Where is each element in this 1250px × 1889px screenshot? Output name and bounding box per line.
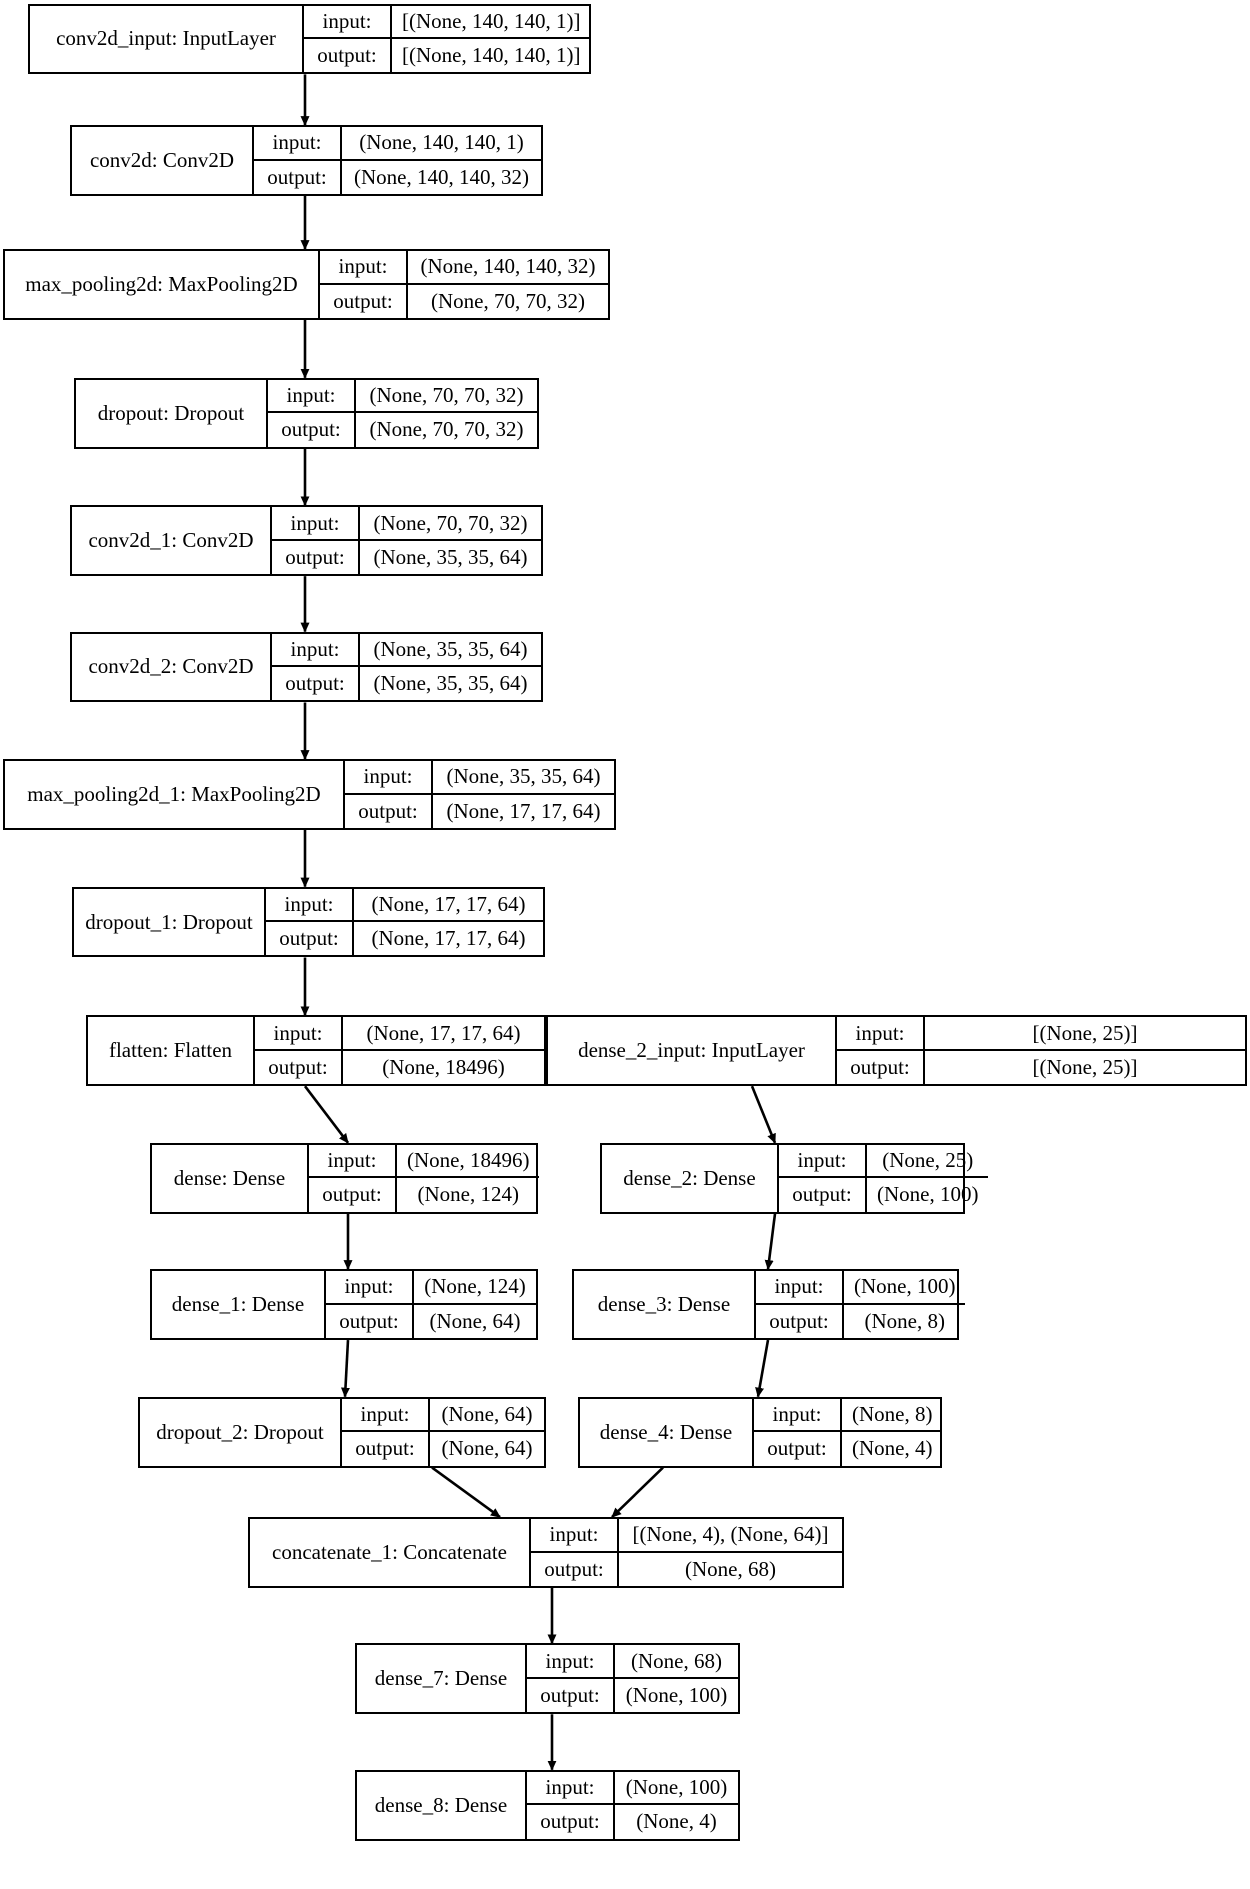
- layer-output-row-conv2d: [254, 161, 541, 194]
- layer-name-dense_2_input: dense_2_input: InputLayer: [578, 1038, 805, 1063]
- layer-output-row-flatten: [255, 1051, 544, 1084]
- output-shape-dense_2: (None, 100): [877, 1182, 979, 1207]
- input-shape-dense_2_input: [(None, 25)]: [1032, 1020, 1138, 1045]
- output-label: output:: [756, 1305, 844, 1338]
- output-shape-dense: (None, 124): [417, 1182, 519, 1207]
- output-label: output:: [272, 541, 360, 574]
- layer-input-row-dense_2_input: [837, 1017, 1245, 1050]
- input-label: input:: [754, 1399, 842, 1430]
- layer-output-row-dense_7: [527, 1679, 738, 1712]
- layer-name-max_pooling2d: max_pooling2d: MaxPooling2D: [25, 271, 298, 296]
- layer-input-row-dense_3: [756, 1271, 965, 1304]
- layer-name-dropout_1: dropout_1: Dropout: [85, 909, 253, 934]
- layer-io-table-dropout_2: [340, 1399, 544, 1466]
- layer-input-row-dense: [309, 1145, 539, 1178]
- output-label: output:: [531, 1553, 619, 1586]
- layer-input-row-dense_2: [779, 1145, 988, 1178]
- layer-node-dropout: [74, 378, 539, 449]
- layer-node-dense_3: [572, 1269, 959, 1340]
- layer-name-conv2d_2: conv2d_2: Conv2D: [88, 654, 254, 679]
- input-shape-conv2d_1: (None, 70, 70, 32): [373, 510, 528, 535]
- layer-io-table-dense_4: [752, 1399, 942, 1466]
- edge-dense_1-to-dropout_2: [345, 1340, 348, 1397]
- layer-output-row-dense_8: [527, 1805, 738, 1838]
- layer-name-conv2d_1: conv2d_1: Conv2D: [88, 528, 254, 553]
- input-shape-flatten: (None, 17, 17, 64): [366, 1020, 521, 1045]
- layer-node-dense_2: [600, 1143, 979, 1214]
- layer-node-conv2d_2: [70, 632, 543, 703]
- output-label: output:: [266, 922, 354, 955]
- layer-io-table-dense_1: [324, 1271, 536, 1338]
- layer-output-row-dropout: [268, 413, 537, 446]
- output-label: output:: [754, 1432, 842, 1465]
- layer-name-dense_1: dense_1: Dense: [171, 1292, 305, 1317]
- input-shape-dense_3: (None, 100): [854, 1274, 956, 1299]
- layer-name-dense_3: dense_3: Dense: [597, 1292, 731, 1317]
- input-label: input:: [756, 1271, 844, 1302]
- input-shape-dense_7: (None, 68): [631, 1648, 722, 1673]
- output-label: output:: [779, 1178, 867, 1211]
- input-shape-dense_4: (None, 8): [852, 1401, 933, 1426]
- input-shape-concatenate_1: [(None, 4), (None, 64)]: [632, 1522, 829, 1547]
- input-shape-dense: (None, 18496): [407, 1148, 530, 1173]
- layer-input-row-flatten: [255, 1017, 544, 1050]
- layer-name-dropout: dropout: Dropout: [97, 400, 245, 425]
- layer-name-max_pooling2d_1: max_pooling2d_1: MaxPooling2D: [27, 782, 321, 806]
- layer-output-row-dense_2: [779, 1178, 988, 1211]
- output-shape-flatten: (None, 18496): [382, 1054, 505, 1079]
- layer-input-row-conv2d_input: [304, 6, 590, 39]
- layer-io-table-conv2d: [252, 127, 541, 194]
- layer-output-row-dense_2_input: [837, 1051, 1245, 1084]
- edge-dense_2_input-to-dense_2: [752, 1086, 775, 1143]
- layer-output-row-dense_4: [754, 1432, 942, 1465]
- input-label: input:: [527, 1772, 615, 1803]
- output-shape-conv2d_input: [(None, 140, 140, 1)]: [402, 43, 581, 68]
- layer-node-conv2d_input: [28, 4, 591, 75]
- input-label: input:: [309, 1145, 397, 1176]
- layer-io-table-max_pooling2d_1: [343, 761, 614, 828]
- layer-output-row-conv2d_2: [272, 667, 541, 700]
- layer-name-concatenate_1: concatenate_1: Concatenate: [272, 1539, 507, 1564]
- output-shape-dense_4: (None, 4): [852, 1436, 933, 1461]
- output-label: output:: [309, 1178, 397, 1211]
- input-shape-dropout_1: (None, 17, 17, 64): [371, 891, 526, 916]
- layer-output-row-conv2d_1: [272, 541, 541, 574]
- output-label: output:: [326, 1305, 414, 1338]
- input-label: input:: [837, 1017, 925, 1048]
- output-shape-conv2d_2: (None, 35, 35, 64): [373, 671, 528, 696]
- input-label: input:: [254, 127, 342, 158]
- input-label: input:: [266, 889, 354, 920]
- input-label: input:: [326, 1271, 414, 1302]
- layer-input-row-max_pooling2d: [320, 251, 608, 284]
- layer-io-table-dropout: [266, 380, 537, 447]
- layer-node-dropout_1: [72, 887, 545, 958]
- layer-node-dropout_2: [138, 1397, 546, 1468]
- input-shape-dense_1: (None, 124): [424, 1274, 526, 1299]
- layer-io-table-conv2d_2: [270, 634, 541, 701]
- layer-input-row-concatenate_1: [531, 1519, 842, 1552]
- output-shape-dropout: (None, 70, 70, 32): [369, 417, 524, 442]
- layer-name-dense: dense: Dense: [173, 1165, 286, 1190]
- edge-dense_2-to-dense_3: [768, 1214, 775, 1269]
- layer-io-table-dropout_1: [264, 889, 543, 956]
- input-label: input:: [255, 1017, 343, 1048]
- layer-input-row-dense_8: [527, 1772, 738, 1805]
- layer-output-row-max_pooling2d_1: [345, 795, 614, 828]
- output-shape-dense_3: (None, 8): [864, 1308, 945, 1333]
- output-label: output:: [254, 161, 342, 194]
- layer-input-row-dropout_2: [342, 1399, 544, 1432]
- layer-input-row-conv2d_2: [272, 634, 541, 667]
- layer-input-row-dense_7: [527, 1645, 738, 1678]
- layer-output-row-dense_3: [756, 1305, 965, 1338]
- input-label: input:: [304, 6, 392, 37]
- layer-node-dense_4: [578, 1397, 942, 1468]
- layer-output-row-max_pooling2d: [320, 285, 608, 318]
- output-shape-conv2d: (None, 140, 140, 32): [354, 164, 529, 189]
- edge-dropout_2-to-concatenate_1: [432, 1468, 500, 1518]
- output-label: output:: [342, 1432, 430, 1465]
- output-shape-dense_7: (None, 100): [625, 1683, 728, 1708]
- layer-name-dense_2: dense_2: Dense: [623, 1165, 756, 1190]
- input-label: input:: [320, 251, 408, 282]
- layer-output-row-dropout_1: [266, 922, 543, 955]
- layer-io-table-max_pooling2d: [318, 251, 608, 318]
- input-shape-dropout_2: (None, 64): [441, 1401, 533, 1426]
- output-shape-dense_1: (None, 64): [429, 1308, 521, 1333]
- output-label: output:: [272, 667, 360, 700]
- layer-name-dense_8: dense_8: Dense: [374, 1792, 508, 1817]
- input-label: input:: [527, 1645, 615, 1676]
- input-label: input:: [272, 507, 360, 538]
- input-label: input:: [342, 1399, 430, 1430]
- layer-io-table-dense_2: [777, 1145, 988, 1212]
- input-shape-dense_8: (None, 100): [625, 1774, 728, 1799]
- output-label: output:: [304, 39, 392, 72]
- layer-input-row-conv2d_1: [272, 507, 541, 540]
- output-label: output:: [268, 413, 356, 446]
- input-shape-conv2d_input: [(None, 140, 140, 1)]: [402, 8, 581, 33]
- layer-io-table-dense_3: [754, 1271, 965, 1338]
- edge-dense_3-to-dense_4: [758, 1340, 768, 1397]
- output-label: output:: [255, 1051, 343, 1084]
- output-label: output:: [320, 285, 408, 318]
- output-label: output:: [527, 1679, 615, 1712]
- input-shape-dense_2: (None, 25): [882, 1148, 974, 1173]
- layer-output-row-dense: [309, 1178, 539, 1211]
- layer-node-conv2d: [70, 125, 543, 196]
- layer-input-row-dense_1: [326, 1271, 536, 1304]
- layer-node-dense_2_input: [546, 1015, 1247, 1086]
- layer-input-row-conv2d: [254, 127, 541, 160]
- output-label: output:: [527, 1805, 615, 1838]
- output-label: output:: [837, 1051, 925, 1084]
- input-label: input:: [268, 380, 356, 411]
- layer-name-dense_7: dense_7: Dense: [374, 1666, 508, 1691]
- edge-dense_4-to-concatenate_1: [612, 1468, 663, 1518]
- layer-node-flatten: [86, 1015, 546, 1086]
- layer-name-flatten: flatten: Flatten: [108, 1038, 233, 1063]
- layer-input-row-dropout_1: [266, 889, 543, 922]
- input-shape-dropout: (None, 70, 70, 32): [369, 383, 524, 407]
- layer-name-conv2d: conv2d: Conv2D: [89, 148, 235, 172]
- layer-output-row-concatenate_1: [531, 1553, 842, 1586]
- layer-input-row-dense_4: [754, 1399, 942, 1432]
- input-label: input:: [345, 761, 433, 792]
- layer-output-row-dense_1: [326, 1305, 536, 1338]
- layer-name-dropout_2: dropout_2: Dropout: [156, 1419, 324, 1444]
- output-shape-max_pooling2d_1: (None, 17, 17, 64): [446, 798, 601, 823]
- layer-io-table-flatten: [253, 1017, 544, 1084]
- input-shape-conv2d_2: (None, 35, 35, 64): [373, 636, 528, 661]
- layer-node-conv2d_1: [70, 505, 543, 576]
- layer-io-table-conv2d_input: [302, 6, 590, 73]
- input-label: input:: [272, 634, 360, 665]
- input-shape-conv2d: (None, 140, 140, 1): [359, 130, 524, 155]
- output-shape-conv2d_1: (None, 35, 35, 64): [373, 544, 528, 569]
- layer-name-conv2d_input: conv2d_input: InputLayer: [56, 26, 276, 51]
- input-label: input:: [779, 1145, 867, 1176]
- layer-node-dense: [150, 1143, 538, 1214]
- output-shape-dropout_2: (None, 64): [441, 1436, 533, 1461]
- input-shape-max_pooling2d_1: (None, 35, 35, 64): [446, 764, 601, 789]
- output-label: output:: [345, 795, 433, 828]
- layer-output-row-dropout_2: [342, 1432, 544, 1465]
- layer-name-dense_4: dense_4: Dense: [599, 1419, 733, 1444]
- output-shape-dense_8: (None, 4): [636, 1809, 717, 1834]
- layer-io-table-dense: [307, 1145, 539, 1212]
- layer-node-dense_8: [355, 1770, 740, 1841]
- layer-output-row-conv2d_input: [304, 39, 590, 72]
- layer-input-row-max_pooling2d_1: [345, 761, 614, 794]
- layer-node-dense_7: [355, 1643, 740, 1714]
- layer-node-max_pooling2d_1: [3, 759, 616, 830]
- output-shape-concatenate_1: (None, 68): [685, 1556, 776, 1581]
- edge-flatten-to-dense: [305, 1086, 348, 1143]
- output-shape-dense_2_input: [(None, 25)]: [1032, 1054, 1138, 1079]
- input-label: input:: [531, 1519, 619, 1550]
- layer-io-table-dense_2_input: [835, 1017, 1245, 1084]
- input-shape-max_pooling2d: (None, 140, 140, 32): [420, 254, 596, 279]
- layer-node-dense_1: [150, 1269, 538, 1340]
- layer-io-table-dense_8: [525, 1772, 738, 1839]
- layer-io-table-dense_7: [525, 1645, 738, 1712]
- layer-io-table-concatenate_1: [529, 1519, 842, 1586]
- layer-input-row-dropout: [268, 380, 537, 413]
- output-shape-max_pooling2d: (None, 70, 70, 32): [431, 288, 585, 313]
- layer-io-table-conv2d_1: [270, 507, 541, 574]
- layer-node-max_pooling2d: [3, 249, 610, 320]
- layer-node-concatenate_1: [248, 1517, 844, 1588]
- output-shape-dropout_1: (None, 17, 17, 64): [371, 926, 526, 951]
